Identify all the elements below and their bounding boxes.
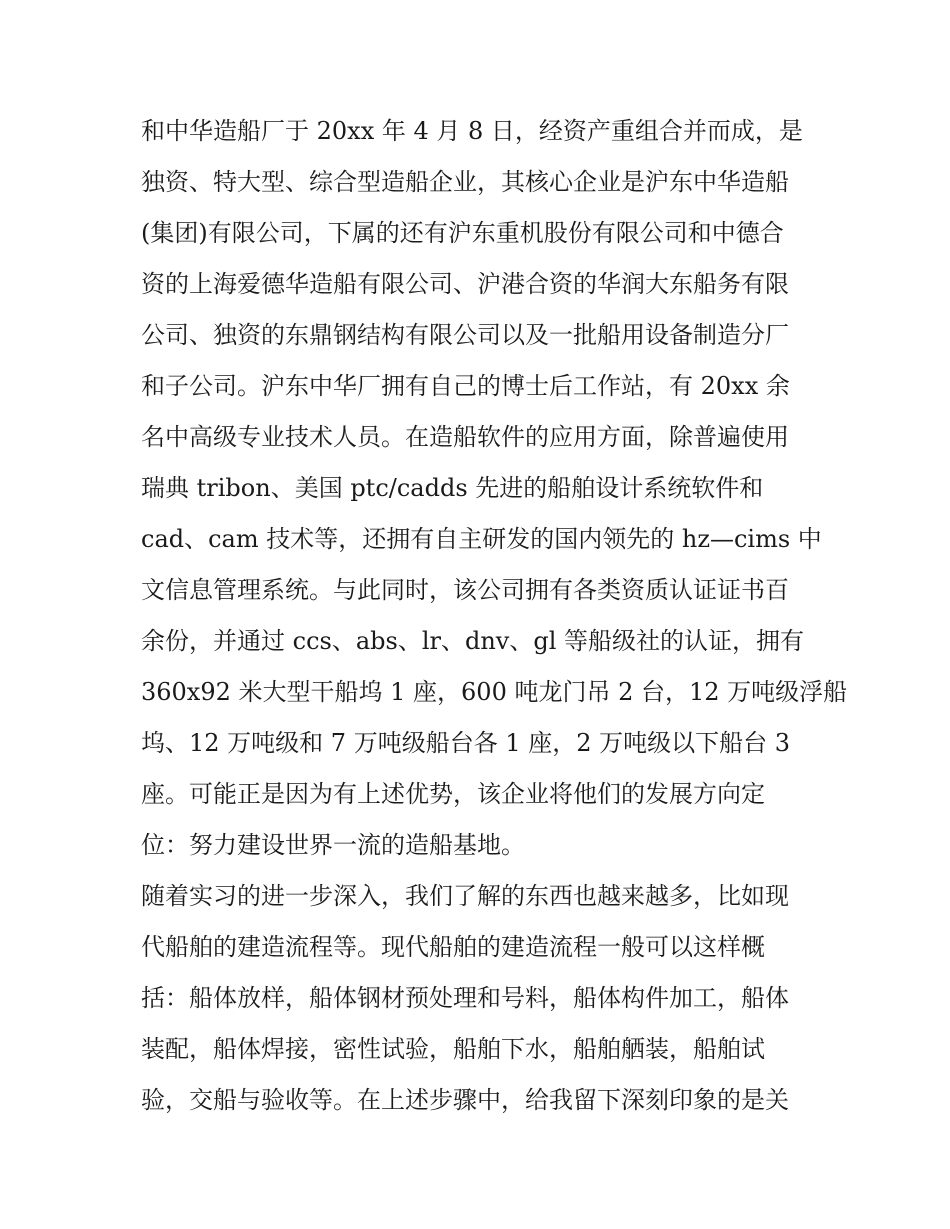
text-line: 随着实习的进一步深入，我们了解的东西也越来越多，比如现 xyxy=(141,882,789,910)
text-line: 和子公司。沪东中华厂拥有自己的博士后工作站，有 20xx 余 xyxy=(141,372,790,400)
text-line: cad、cam 技术等，还拥有自主研发的国内领先的 hz—cims 中 xyxy=(141,525,822,553)
text-line: 瑞典 tribon、美国 ptc/cadds 先进的船舶设计系统软件和 xyxy=(141,474,764,502)
body-text xyxy=(141,106,848,1126)
text-line: 独资、特大型、综合型造船企业，其核心企业是沪东中华造船 xyxy=(141,168,789,196)
text-line: 文信息管理系统。与此同时，该公司拥有各类资质认证证书百 xyxy=(141,576,789,604)
text-line: 名中高级专业技术人员。在造船软件的应用方面，除普遍使用 xyxy=(141,423,789,451)
text-line: 括：船体放样，船体钢材预处理和号料，船体构件加工，船体 xyxy=(141,984,789,1012)
text-line: 资的上海爱德华造船有限公司、沪港合资的华润大东船务有限 xyxy=(141,270,789,298)
text-line: 装配，船体焊接，密性试验，船舶下水，船舶舾装，船舶试 xyxy=(141,1035,765,1063)
text-line: 坞、12 万吨级和 7 万吨级船台各 1 座，2 万吨级以下船台 3 xyxy=(141,729,791,757)
text-line: 验，交船与验收等。在上述步骤中，给我留下深刻印象的是关 xyxy=(141,1086,789,1114)
text-line: (集团)有限公司，下属的还有沪东重机股份有限公司和中德合 xyxy=(141,219,784,247)
text-line: 位：努力建设世界一流的造船基地。 xyxy=(141,831,525,859)
text-line: 360x92 米大型干船坞 1 座，600 吨龙门吊 2 台，12 万吨级浮船 xyxy=(141,678,848,706)
text-line: 和中华造船厂于 20xx 年 4 月 8 日，经资产重组合并而成，是 xyxy=(141,117,803,145)
text-line: 座。可能正是因为有上述优势，该企业将他们的发展方向定 xyxy=(141,780,765,808)
text-line: 余份，并通过 ccs、abs、lr、dnv、gl 等船级社的认证，拥有 xyxy=(141,627,805,655)
text-line: 代船舶的建造流程等。现代船舶的建造流程一般可以这样概 xyxy=(141,933,765,961)
text-line: 公司、独资的东鼎钢结构有限公司以及一批船用设备制造分厂 xyxy=(141,321,789,349)
